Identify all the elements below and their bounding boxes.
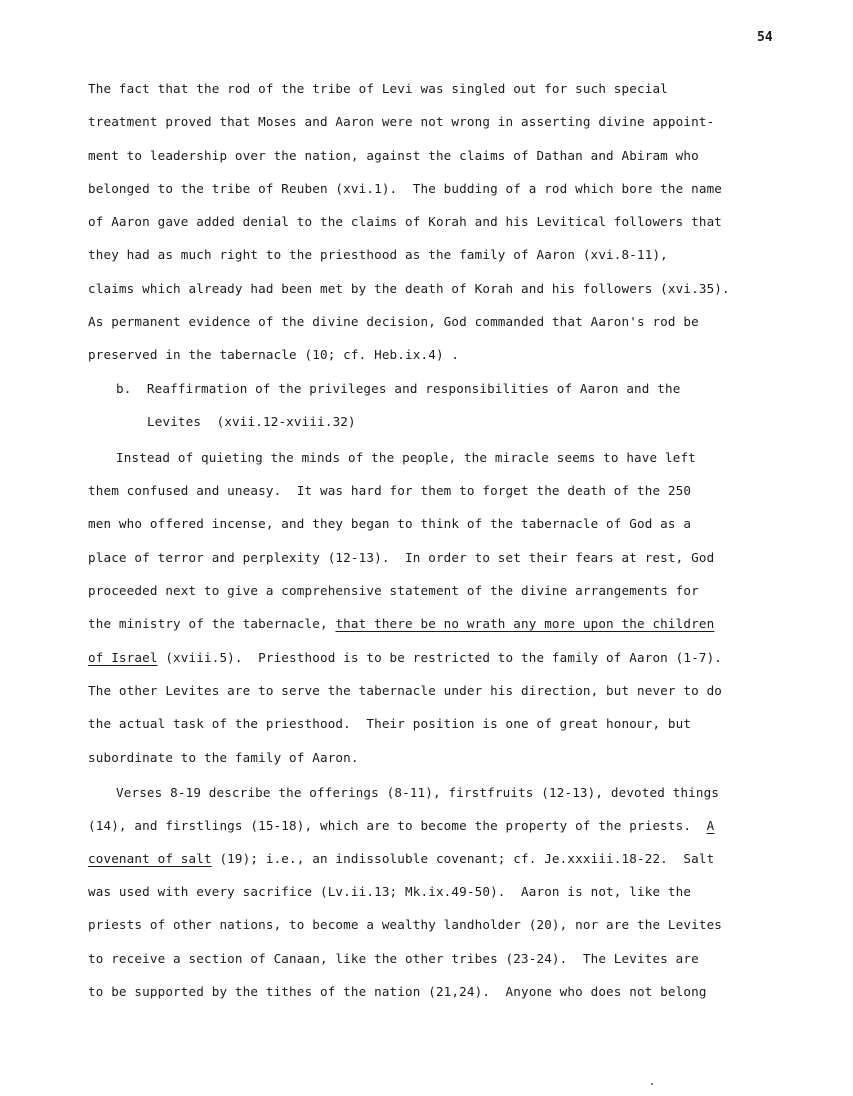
- text-line: proceeded next to give a comprehensive statement of the divine arrangements for: [88, 583, 699, 598]
- text-line: was used with every sacrifice (Lv.ii.13; Mk.ix.49-50). Aaron is not, like the: [88, 884, 692, 899]
- text-line: [88, 817, 714, 835]
- text-line: [88, 649, 722, 667]
- text-line: of Aaron gave added denial to the claims of Korah and his Levitical followers that: [88, 214, 723, 229]
- underlined-phrase: covenant of salt: [88, 851, 212, 866]
- underlined-phrase: A: [706, 818, 715, 833]
- section-heading-cont: Levites (xvii.12-xviii.32): [147, 414, 356, 429]
- text-line: ment to leadership over the nation, against the claims of Dathan and Abiram who: [88, 148, 699, 163]
- text-line: subordinate to the family of Aaron.: [88, 750, 359, 765]
- text-line: Instead of quieting the minds of the people, the miracle seems to have left: [116, 450, 696, 465]
- text-span: (19); i.e., an indissoluble covenant; cf. Je.xxxiii.18-22. Salt: [211, 851, 715, 866]
- text-line: As permanent evidence of the divine decision, God commanded that Aaron's rod be: [88, 314, 699, 329]
- text-line: belonged to the tribe of Reuben (xvi.1). The budding of a rod which bore the name: [88, 181, 723, 196]
- text-line: [88, 615, 714, 633]
- text-span: (xviii.5). Priesthood is to be restricted to the family of Aaron (1-7).: [157, 650, 723, 665]
- text-line: [88, 850, 714, 868]
- text-line: claims which already had been met by the death of Korah and his followers (xvi.35).: [88, 281, 730, 296]
- text-line: Verses 8-19 describe the offerings (8-11), firstfruits (12-13), devoted things: [116, 785, 720, 800]
- text-line: place of terror and perplexity (12-13). In order to set their fears at rest, God: [88, 550, 715, 565]
- text-line: treatment proved that Moses and Aaron were not wrong in asserting divine appoint-: [88, 114, 715, 129]
- underlined-quote: that there be no wrath any more upon the children: [335, 616, 715, 631]
- text-line: men who offered incense, and they began to think of the tabernacle of God as a: [88, 516, 692, 531]
- scan-speck: [651, 1083, 653, 1085]
- text-line: them confused and uneasy. It was hard for them to forget the death of the 250: [88, 483, 692, 498]
- text-line: priests of other nations, to become a wealthy landholder (20), nor are the Levites: [88, 917, 723, 932]
- text-line: to receive a section of Canaan, like the other tribes (23-24). The Levites are: [88, 951, 699, 966]
- page-number: 54: [757, 30, 773, 45]
- text-line: the actual task of the priesthood. Their position is one of great honour, but: [88, 716, 692, 731]
- section-heading: b. Reaffirmation of the privileges and responsibilities of Aaron and the: [116, 381, 681, 396]
- text-line: The other Levites are to serve the tabernacle under his direction, but never to do: [88, 683, 723, 698]
- text-line: The fact that the rod of the tribe of Levi was singled out for such special: [88, 81, 668, 96]
- text-line: preserved in the tabernacle (10; cf. Heb.ix.4) .: [88, 347, 460, 362]
- text-span: (14), and firstlings (15-18), which are to become the property of the priests.: [88, 818, 707, 833]
- text-line: to be supported by the tithes of the nation (21,24). Anyone who does not belong: [88, 984, 707, 999]
- text-span: the ministry of the tabernacle,: [88, 616, 336, 631]
- underlined-quote: of Israel: [88, 650, 158, 665]
- text-line: they had as much right to the priesthood as the family of Aaron (xvi.8-11),: [88, 247, 668, 262]
